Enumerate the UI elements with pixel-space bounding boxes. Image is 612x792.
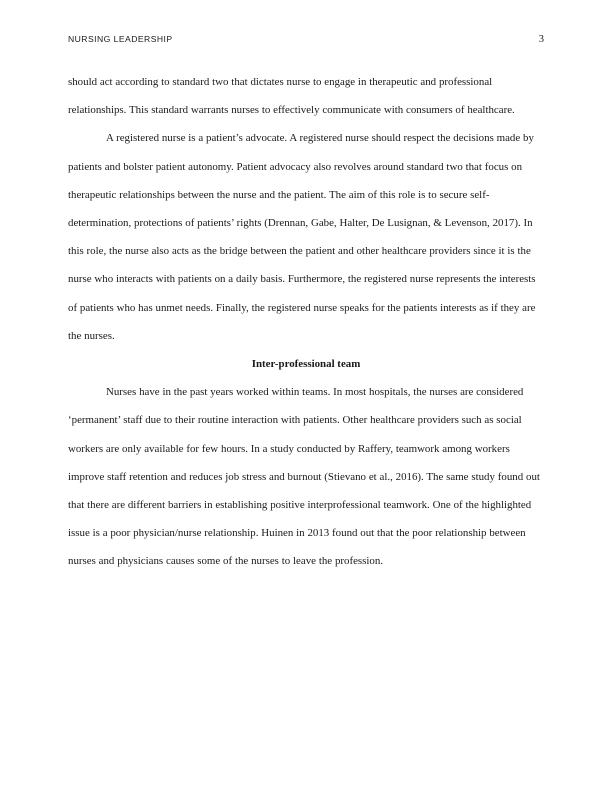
running-head: NURSING LEADERSHIP: [68, 34, 173, 44]
page-number: 3: [538, 34, 544, 45]
paragraph-continuation: should act according to standard two that dictates nurse to engage in therapeutic and professional relationships. This standard warrants nurses to effectively communicate with consumers of healthcare.: [68, 76, 515, 117]
document-body: [68, 68, 544, 576]
page-header: [68, 34, 544, 45]
section-heading-inter-professional-team: Inter-professional team: [251, 358, 361, 371]
paragraph-inter-professional-team: Nurses have in the past years worked within teams. In most hospitals, the nurses are considered ‘permanent’ staff due to their routine interaction with patients. Other healthcare providers such as social workers are only available for few hours. In a study conducted by Raffery, teamwork among workers improve staff retention and reduces job stress and burnout (Stievano et al., 2016). The same study found out that there are different barriers in establishing positive interprofessional teamwork. One of the highlighted issue is a poor physician/nurse relationship. Huinen in 2013 found out that the poor relationship between nurses and physicians causes some of the nurses to leave the profession.: [68, 386, 540, 568]
paragraph-patient-advocate: A registered nurse is a patient’s advocate. A registered nurse should respect the decisions made by patients and bolster patient autonomy. Patient advocacy also revolves around standard two that focus on therapeutic relationships between the nurse and the patient. The aim of this role is to secure self-determination, protections of patients’ rights (Drennan, Gabe, Halter, De Lusignan, & Levenson, 2017). In this role, the nurse also acts as the bridge between the patient and other healthcare providers since it is the nurse who interacts with patients on a daily basis. Furthermore, the registered nurse represents the interests of patients who has unmet needs. Finally, the registered nurse speaks for the patients interests as if they are the nurses.: [68, 132, 536, 342]
